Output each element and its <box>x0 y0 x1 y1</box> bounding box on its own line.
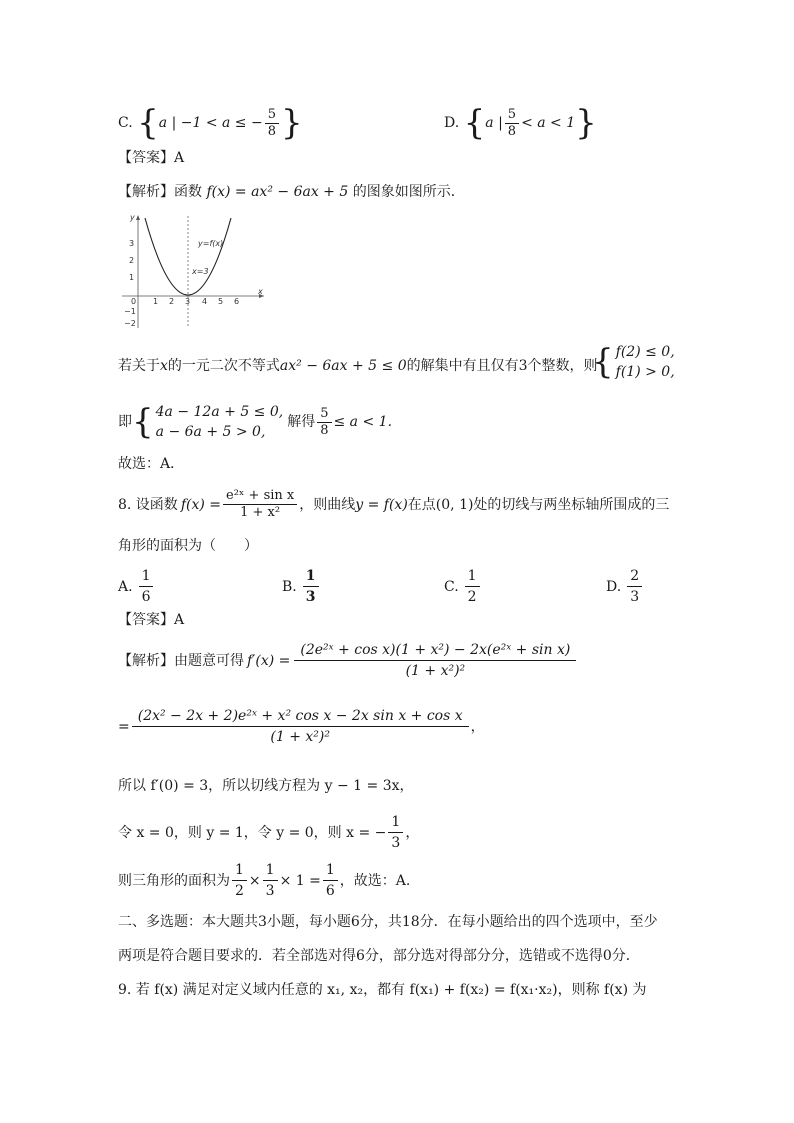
q9-stem: 9. 若 f(x) 满足对定义域内任意的 x₁, x₂，都有 f(x₁) + f(x₂) = f(x₁·x₂)，则称 f(x) 为 <box>118 982 647 998</box>
x-tick: 3 <box>185 297 191 306</box>
curve-label: y=f(x) <box>198 239 224 248</box>
area-prefix: 则三角形的面积为 <box>118 872 230 889</box>
q7-choose: 故选：A． <box>118 456 185 472</box>
q8-point: 在点(0, 1)处的切线与两坐标轴所围成的三 <box>407 496 670 513</box>
option-label: D. <box>606 578 622 595</box>
system-eq-2: a − 6a + 5 > 0, <box>155 424 266 440</box>
option-c-label: C. <box>118 115 133 131</box>
text: 的一元二次不等式 <box>167 358 280 374</box>
intercepts-den: 3 <box>391 835 401 851</box>
option-den: 3 <box>630 589 640 605</box>
q8-stem-line1 <box>118 488 669 521</box>
left-brace: { <box>132 402 154 442</box>
text: 即 <box>118 414 132 430</box>
condition-1: f(2) ≤ 0, <box>615 344 675 360</box>
area-expr: × 1 = <box>279 872 321 889</box>
intercepts-num: 1 <box>388 812 403 833</box>
q8-stem-line2: 角形的面积为（ ） <box>118 538 258 554</box>
q8-intercepts: 令 x = 0，则 y = 1，令 y = 0，则 x = − $\frac{1}{3}$ ， <box>118 814 420 851</box>
q8-option-b <box>282 566 321 607</box>
right-brace: } <box>575 103 597 143</box>
option-c-frac-num: 5 <box>265 107 279 124</box>
option-den: 6 <box>141 589 151 605</box>
q8-option-c <box>444 566 482 607</box>
function-formula: f(x) = ax² − 6ax + 5 <box>206 184 349 200</box>
origin-label: 0 <box>131 297 137 306</box>
intercepts-text: 令 x = 0，则 y = 1，令 y = 0，则 x = − <box>118 824 387 841</box>
option-num: 2 <box>627 566 642 587</box>
q8-tangent-line: 所以 f′(0) = 3，所以切线方程为 y − 1 = 3x， <box>118 778 414 794</box>
q7-analysis-line2 <box>118 356 598 376</box>
q7-answer: 【答案】A <box>118 150 185 166</box>
option-c <box>118 103 303 143</box>
area-frac-den: 2 <box>235 883 244 899</box>
x-tick-labels <box>153 297 239 306</box>
deriv-lhs: f′(x) = <box>247 652 291 669</box>
x-tick: 1 <box>153 297 159 306</box>
left-brace: { <box>137 103 159 143</box>
text: 解得 <box>287 414 316 430</box>
option-label: A. <box>118 578 133 595</box>
symmetry-label: x=3 <box>192 267 209 276</box>
deriv-den: (1 + x²)² <box>405 663 466 679</box>
analysis-suffix: 的图象如图所示． <box>352 184 465 200</box>
y-tick-labels <box>124 239 136 328</box>
text: 的解集中有且仅有3个整数，则 <box>406 358 598 374</box>
option-num: 1 <box>303 566 319 587</box>
option-c-set: a | −1 < a ≤ − <box>158 115 263 131</box>
deriv-num: (2e²ˣ + cos x)(1 + x²) − 2x(e²ˣ + sin x) <box>294 640 576 661</box>
q8-fx: f(x) = <box>180 496 221 513</box>
q8-mid: ，则曲线 <box>299 496 356 513</box>
x-tick: 4 <box>202 297 208 306</box>
option-den: 2 <box>467 589 477 605</box>
q8-area: 则三角形的面积为 $\frac{1}{2}$ × $\frac{1}{3}$ × 1 = $\frac{1}{6}$ ，故选：A. <box>118 862 411 899</box>
area-frac-num: 1 <box>232 860 247 881</box>
area-frac-den: 6 <box>325 883 335 899</box>
deriv2-num: (2x² − 2x + 2)e²ˣ + x² cos x − 2x sin x + cos x <box>132 706 469 727</box>
area-suffix: ，故选：A. <box>339 872 411 889</box>
system-eq-1: 4a − 12a + 5 ≤ 0, <box>155 404 284 420</box>
option-d-frac-num: 5 <box>505 107 519 124</box>
q8-answer: 【答案】A <box>118 612 185 628</box>
option-den: 3 <box>305 589 316 605</box>
section2-line2: 两项是符合题目要求的．若全部选对得6分，部分选对得部分分，选错或不选得0分． <box>118 948 640 964</box>
option-label: B. <box>282 578 297 595</box>
y-axis-label: y <box>130 213 135 222</box>
left-brace: { <box>592 342 614 382</box>
y-tick: 2 <box>129 256 135 265</box>
area-frac-den: 3 <box>265 883 275 899</box>
left-brace: { <box>463 103 486 143</box>
q8-prefix: 8. 设函数 <box>118 496 178 513</box>
q8-analysis-deriv1 <box>118 640 578 681</box>
deriv2-den: (1 + x²)² <box>270 729 330 745</box>
y-tick: −1 <box>124 307 136 316</box>
result-frac-den: 8 <box>320 422 329 438</box>
right-brace: } <box>281 103 303 143</box>
q8-option-a <box>118 566 155 607</box>
y-tick: 3 <box>129 239 135 248</box>
y-axis-arrow <box>136 215 140 220</box>
option-c-frac-den: 8 <box>267 123 276 139</box>
y-tick: −2 <box>124 319 136 328</box>
text: 若关于 <box>118 358 160 374</box>
x-tick: 6 <box>234 297 240 306</box>
q7-analysis-line3 <box>118 402 392 442</box>
result-frac-num: 5 <box>317 406 331 423</box>
analysis-prefix: 【解析】函数 <box>118 184 202 200</box>
option-d-label: D. <box>444 115 460 131</box>
option-label: C. <box>444 578 459 595</box>
section2-line1: 二、多选题：本大题共3小题，每小题6分，共18分．在每小题给出的四个选项中，至少 <box>118 914 658 930</box>
q7-analysis-line1 <box>118 182 465 202</box>
option-d <box>444 103 597 143</box>
condition-2: f(1) > 0, <box>615 364 675 380</box>
x-axis-label: x <box>258 287 263 296</box>
area-frac-num: 1 <box>323 860 338 881</box>
x-tick: 2 <box>169 297 175 306</box>
area-frac-num: 1 <box>263 860 278 881</box>
parabola-graph <box>118 212 268 332</box>
analysis-prefix: 【解析】由题意可得 <box>118 652 244 669</box>
option-d-set-right: < a < 1 <box>521 115 576 131</box>
q8-curve: y = f(x) <box>355 496 408 513</box>
inequality: ax² − 6ax + 5 ≤ 0 <box>279 358 407 374</box>
x-tick: 5 <box>218 297 224 306</box>
y-tick: 1 <box>129 273 135 282</box>
result-range: ≤ a < 1. <box>333 414 393 430</box>
option-d-set-left: a | <box>485 115 503 131</box>
option-d-frac-den: 8 <box>507 123 517 139</box>
option-num: 1 <box>465 566 480 587</box>
q8-frac-num: e²ˣ + sin x <box>223 488 297 505</box>
condition-system <box>592 342 675 382</box>
q8-analysis-deriv2: = $\frac{\text{(2x² − 2x + 2)e²ˣ + x² cos x − 2x sin x + cos x}}{\text{(1 + x²)²}}$ ， <box>118 708 485 745</box>
variable: x <box>160 358 168 374</box>
q8-frac-den: 1 + x² <box>240 505 281 520</box>
option-num: 1 <box>139 566 154 587</box>
q8-option-d <box>606 566 644 607</box>
